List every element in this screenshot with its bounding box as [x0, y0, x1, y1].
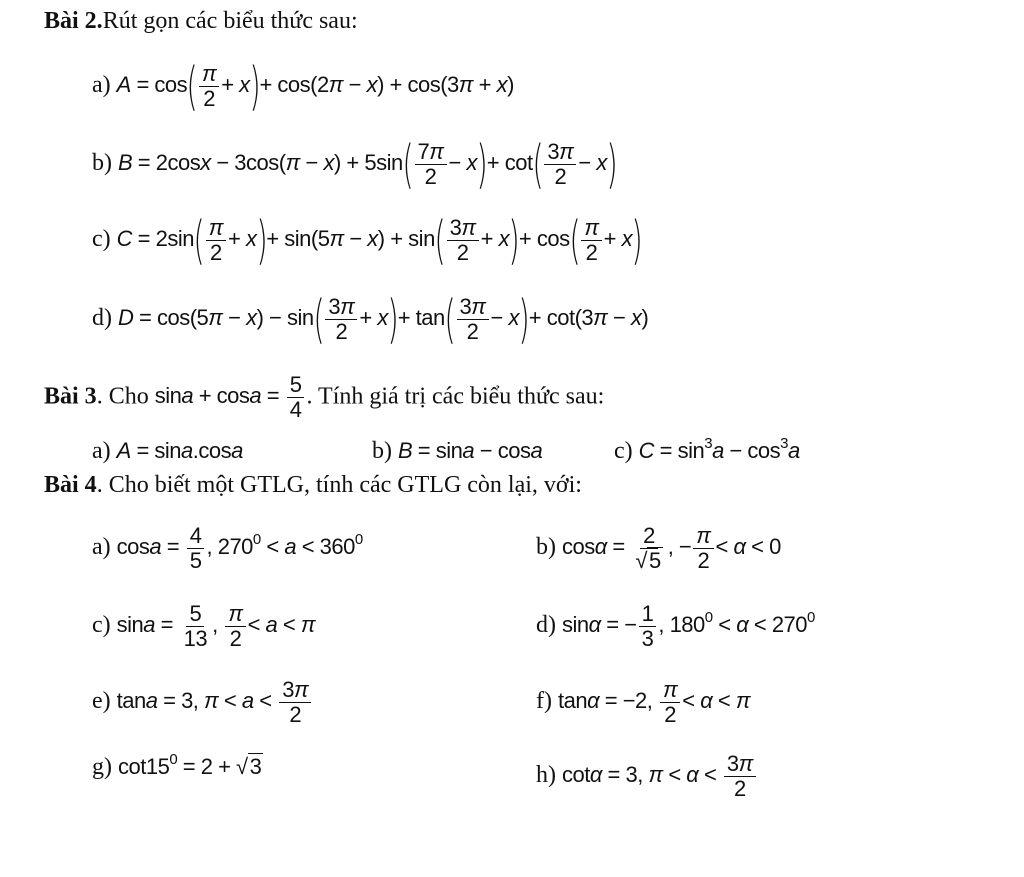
- formula-a: A = cos( $\frac{\pi}{2}$ + x)+ cos(2π − x) + cos(3π + x): [116, 56, 514, 117]
- bai3-item-c: [614, 436, 800, 466]
- bai3-intro: . Cho: [96, 383, 149, 410]
- bai4-item-e: [92, 678, 313, 727]
- formula-d: D = cos(5π − x) − sin( $\frac{3\pi}{2}$ + x)+ tan( $\frac{3\pi}{2}$ − x)+ cot(3π − x): [118, 289, 649, 350]
- item-label: h): [536, 762, 556, 789]
- item-label: b): [92, 150, 112, 177]
- item-label: a): [92, 72, 111, 99]
- formula-c: C = 2sin( $\frac{\pi}{2}$ + x)+ sin(5π − x) + sin( $\frac{3\pi}{2}$ + x)+ cos( $\frac{\pi}{2}$ + x): [116, 210, 643, 271]
- item-label: d): [92, 305, 112, 332]
- formula-4g: $\cot 15^0 = 2 + √3$: [118, 751, 262, 779]
- bai3-heading: [44, 373, 604, 422]
- bai2-title: Bài 2.: [44, 8, 103, 34]
- bai2-heading: [44, 6, 358, 36]
- formula-b: B = 2cosx − 3cos(π − x) + 5sin( $\frac{7\pi}{2}$ − x)+ cot( $\frac{3\pi}{2}$ − x): [118, 134, 618, 195]
- bai4-item-b: [536, 524, 781, 573]
- item-label: a): [92, 534, 111, 561]
- item-label: b): [372, 438, 392, 464]
- bai3-instruction: . Tính giá trị các biểu thức sau:: [306, 383, 605, 410]
- formula-4c: sina = $\frac{5}{13}$ , $\frac{\pi}{2}$ < a < π: [116, 601, 316, 651]
- item-label: d): [536, 612, 556, 639]
- bai4-title: Bài 4: [44, 472, 97, 498]
- formula-3a: A = sina.cosa: [116, 438, 243, 463]
- item-label: e): [92, 688, 111, 715]
- bai2-item-b: [92, 134, 618, 195]
- formula-4d: sinα = − $\frac{1}{3}$ , $180^0 < \alpha < 270^0$: [562, 601, 815, 651]
- bai2-item-d: [92, 289, 649, 350]
- bai4-item-g: [92, 752, 263, 782]
- formula-4a: cosa = $\frac{4}{5}$ , $270^0 < a < 360^0$: [116, 523, 363, 573]
- formula-4f: tanα = −2, $\frac{\pi}{2}$ < α < π: [557, 677, 751, 727]
- bai4-instruction: . Cho biết một GTLG, tính các GTLG còn lại, với:: [96, 472, 582, 498]
- bai3-title: Bài 3: [44, 383, 97, 410]
- bai3-item-b: [372, 436, 542, 466]
- bai3-condition: sina + cosa = $\frac{5}{4}$: [155, 383, 307, 408]
- bai3-item-a: [92, 436, 243, 466]
- item-label: f): [536, 688, 552, 715]
- formula-3c: $C = \sin^3a - \cos^3a$: [638, 435, 800, 463]
- bai4-heading: [44, 470, 582, 500]
- item-label: a): [92, 438, 111, 464]
- item-label: g): [92, 754, 112, 780]
- formula-4e: tana = 3, π < a < $\frac{3\pi}{2}$: [117, 688, 314, 713]
- item-label: c): [614, 438, 633, 464]
- bai4-item-h: [536, 752, 758, 801]
- bai4-item-d: [536, 602, 815, 651]
- formula-4b: cosα = $\frac{2}{√5}$ , − $\frac{\pi}{2}$ < α < 0: [562, 523, 781, 573]
- bai4-item-a: [92, 524, 363, 573]
- bai2-instruction: Rút gọn các biểu thức sau:: [102, 8, 358, 34]
- item-label: b): [536, 534, 556, 561]
- item-label: c): [92, 612, 111, 639]
- item-label: c): [92, 226, 111, 253]
- bai2-item-c: [92, 210, 643, 271]
- bai4-item-c: [92, 602, 315, 651]
- formula-4h: cotα = 3, π < α < $\frac{3\pi}{2}$: [562, 762, 758, 787]
- bai2-item-a: [92, 56, 514, 117]
- bai4-item-f: [536, 678, 750, 727]
- formula-3b: B = sina − cosa: [398, 438, 543, 463]
